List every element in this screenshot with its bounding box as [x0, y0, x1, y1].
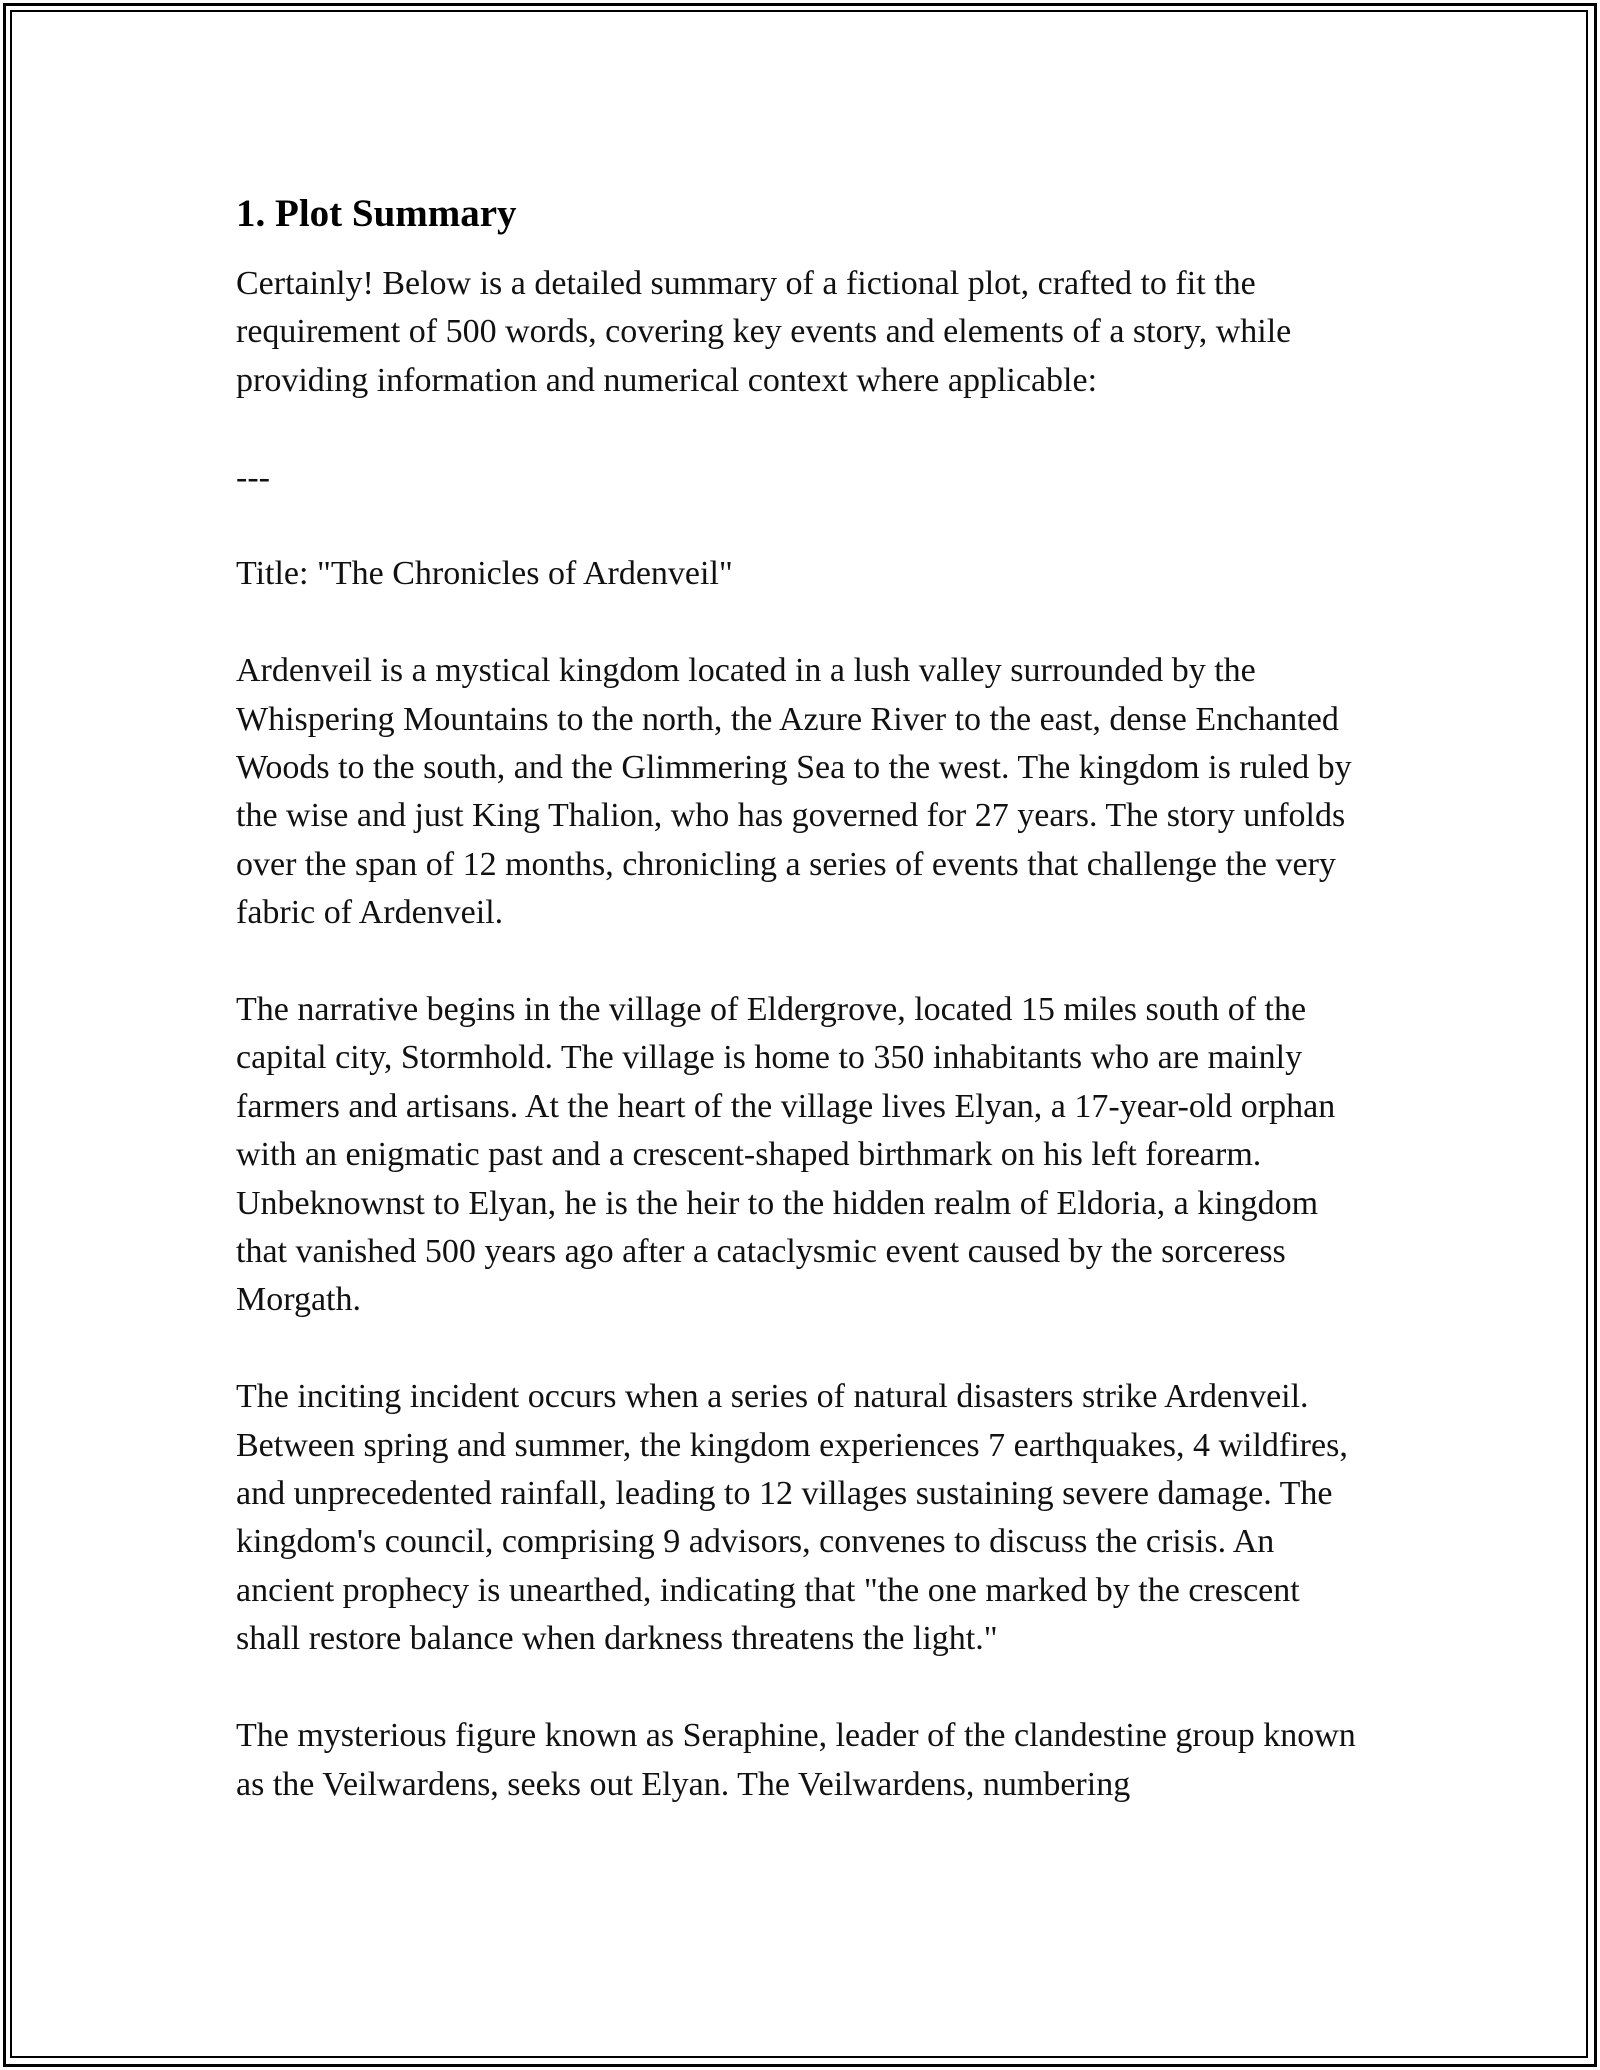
section-heading: 1. Plot Summary [236, 192, 517, 235]
body-paragraph: Ardenveil is a mystical kingdom located in a lush valley surrounded by the Whispering Mountains to the north, the Azure River to the east, dense Enchanted Woods to the south, and the Glimmering Sea to the west. The kingdom is ruled by the wise and just King Thalion, who has governed for 27 years. The story unfolds over the span of 12 months, chronicling a series of events that challenge the very fabric of Ardenveil. [236, 652, 1352, 932]
story-title-line: Title: "The Chronicles of Ardenveil" [236, 555, 733, 593]
intro-paragraph: Certainly! Below is a detailed summary of a fictional plot, crafted to fit the requirement of 500 words, covering key events and elements of a story, while providing information and numerical context where applicable: [236, 265, 1292, 399]
body-paragraph: The inciting incident occurs when a series of natural disasters strike Ardenveil. Between spring and summer, the kingdom experiences 7 earthquakes, 4 wildfires, and unprecedented rainfall, leading to 12 villages sustaining severe damage. The kingdom's council, comprising 9 advisors, convenes to discuss the crisis. An ancient prophecy is unearthed, indicating that "the one marked by the crescent shall restore balance when darkness threatens the light." [236, 1378, 1348, 1658]
body-paragraph: The narrative begins in the village of Eldergrove, located 15 miles south of the capital city, Stormhold. The village is home to 350 inhabitants who are mainly farmers and artisans. At the heart of the village lives Elyan, a 17-year-old orphan with an enigmatic past and a crescent-shaped birthmark on his left forearm. Unbeknownst to Elyan, he is the heir to the hidden realm of Eldoria, a kingdom that vanished 500 years ago after a cataclysmic event caused by the sorceress Morgath. [236, 991, 1336, 1319]
separator-line: --- [236, 458, 270, 496]
document-body [236, 188, 1366, 1809]
body-paragraph: The mysterious figure known as Seraphine, leader of the clandestine group known as the Veilwardens, seeks out Elyan. The Veilwardens, numbering [236, 1717, 1356, 1803]
